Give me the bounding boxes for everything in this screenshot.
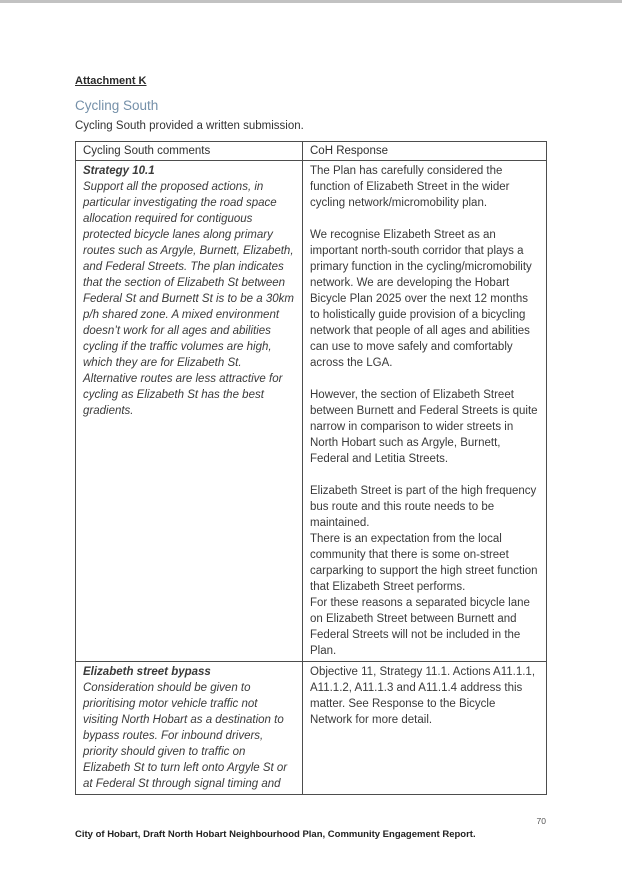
response-cell	[303, 662, 547, 795]
response-paragraph: A11.1.2, A11.1.3 and A11.1.4 address this matter. See Response to the Bicycle Network for more detail.	[310, 682, 523, 726]
attachment-label: Attachment K	[75, 75, 147, 87]
response-paragraph: Objective 11, Strategy 11.1. Actions A11.1.1,	[310, 666, 536, 678]
table-row	[76, 161, 547, 662]
comments-response-table	[75, 141, 547, 795]
section-title: Cycling South	[75, 98, 159, 113]
footer-text: City of Hobart, Draft North Hobart Neighbourhood Plan, Community Engagement Report.	[75, 829, 476, 840]
comment-body: Support all the proposed actions, in particular investigating the road space allocation required for contiguous protected bicycle lanes along primary routes such as Argyle, Burnett, Elizabeth, and Federal Streets. The plan indicates that the section of Elizabeth St between Federal St and Burnett St is to be a 30km p/h shared zone. A mixed environment doesn’t work for all ages and abilities cycling if the traffic volumes are high, which they are for Elizabeth St. Alternative routes are less attractive for cycling as Elizabeth St has the best gradients.	[83, 181, 294, 417]
response-cell	[303, 161, 547, 662]
table-row	[76, 662, 547, 795]
response-paragraph: Elizabeth Street is part of the high frequency bus route and this route needs to be maintained.	[310, 485, 537, 529]
response-paragraph: However, the section of Elizabeth Street between Burnett and Federal Streets is quite narrow in comparison to wider streets in North Hobart such as Argyle, Burnett, Federal and Letitia Streets.	[310, 389, 538, 465]
response-paragraph: The Plan has carefully considered the function of Elizabeth Street in the wider cycling network/micromobility plan.	[310, 165, 510, 209]
response-paragraph: We recognise Elizabeth Street as an important north-south corridor that plays a primary function in the cycling/micromobility network. We are developing the Hobart Bicycle Plan 2025 over the next 12 months to holistically guide provision of a bicycling network that people of all ages and abilities can use to move safely and comfortably across the LGA.	[310, 229, 532, 369]
document-page	[75, 0, 546, 795]
response-paragraph: There is an expectation from the local community that there is some on-street carparking to support the high street function that Elizabeth Street performs.	[310, 533, 538, 593]
comment-cell	[76, 161, 303, 662]
intro-text: Cycling South provided a written submission.	[75, 120, 304, 132]
comment-cell	[76, 662, 303, 795]
page-number: 70	[536, 816, 546, 826]
comment-title: Elizabeth street bypass	[83, 666, 211, 678]
response-paragraph: For these reasons a separated bicycle lane on Elizabeth Street between Burnett and Federal Streets will not be included in the Plan.	[310, 597, 530, 657]
column-header-response: CoH Response	[303, 142, 547, 161]
comment-body: Consideration should be given to prioritising motor vehicle traffic not visiting North Hobart as a destination to bypass routes. For inbound drivers, priority should given to traffic on Elizabeth St to turn left onto Argyle St or at Federal St through signal timing and	[83, 682, 288, 790]
table-header-row	[76, 142, 547, 161]
column-header-comments: Cycling South comments	[76, 142, 303, 161]
comment-title: Strategy 10.1	[83, 165, 155, 177]
